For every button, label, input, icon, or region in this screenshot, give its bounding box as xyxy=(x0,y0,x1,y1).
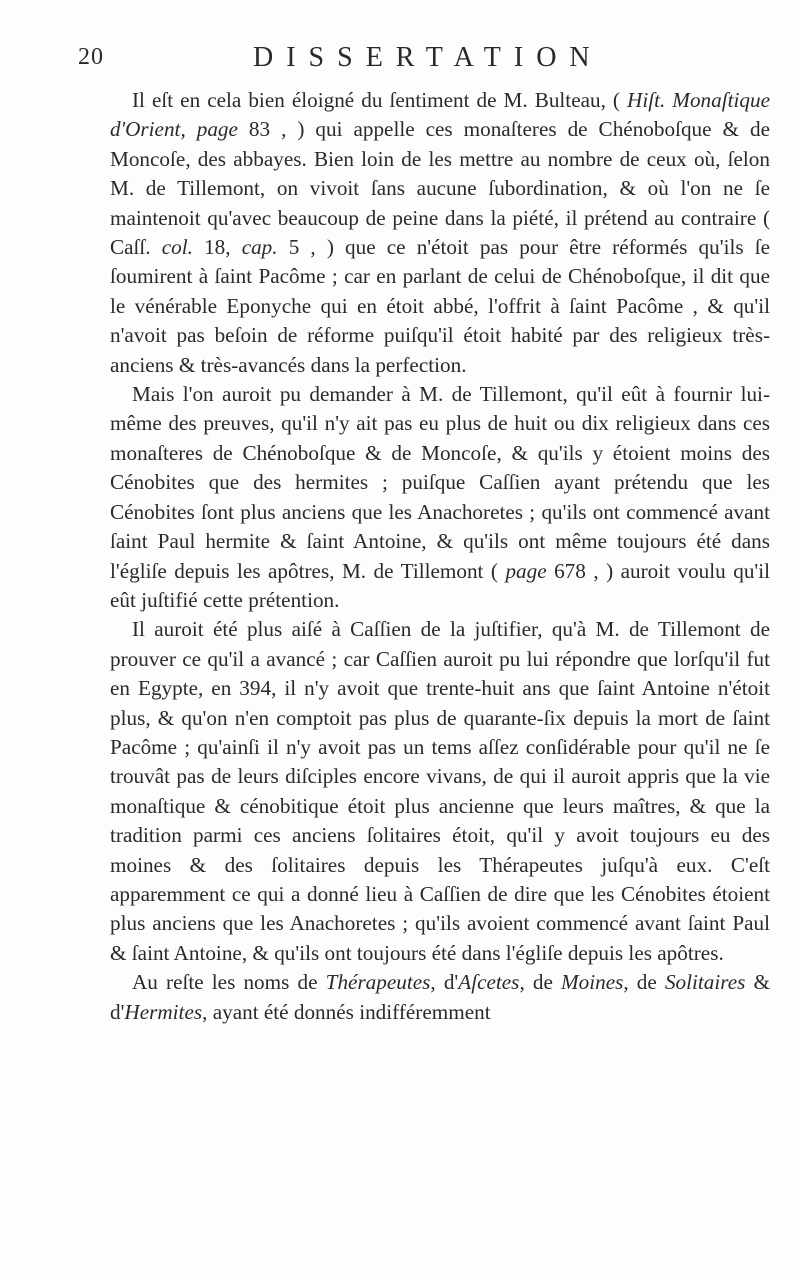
italic-text: Aſcetes xyxy=(458,970,520,995)
body-text xyxy=(110,86,770,1027)
text-run: , de xyxy=(623,970,665,995)
running-head xyxy=(78,42,768,82)
italic-text: Hermites xyxy=(124,999,203,1024)
italic-text: Solitaires xyxy=(664,970,746,995)
italic-text: Thérapeutes xyxy=(325,970,431,995)
paragraph xyxy=(110,968,770,1027)
page-number: 20 xyxy=(78,44,104,70)
text-run: 83 , ) qui appelle ces monaſteres de Chénoboſque & de Moncoſe, des abbayes. Bien loin de les mettre au nombre de ceux où, ſelon M. de Tillemont, on vivoit ſans aucune ſubordination, & où l'on ne ſe maintenoit qu'avec beaucoup de peine dans la piété, il prétend au contraire ( Caſſ. xyxy=(110,117,770,260)
text-run: , d' xyxy=(430,970,459,995)
italic-text: col. xyxy=(161,235,193,260)
text-run: , de xyxy=(519,970,561,995)
text-run: Au reſte les noms de xyxy=(132,970,326,995)
paragraph xyxy=(110,615,770,968)
text-run: Il eſt en cela bien éloigné du ſentiment de M. Bulteau, ( xyxy=(132,88,628,112)
italic-text: Hiſt. Monaſtique d'Orient, page xyxy=(110,88,770,142)
text-run: Il auroit été plus aiſé à Caſſien de la juſtifier, qu'à M. de Tillemont de prouver ce qu'il a avancé ; car Caſſien auroit pu lui répondre que lorſqu'il fut en Egypte, en 394, il n'y avoit que trente-huit ans que ſaint Antoine n'étoit plus, & qu'on n'en comptoit pas plus de quarante-ſix depuis la mort de ſaint Pacôme ; qu'ainſi il n'y avoit pas un tems aſſez conſidérable pour qu'il ne ſe trouvât pas de leurs diſciples encore vivans, de qui il auroit appris que la vie monaſtique & cénobitique étoit plus ancienne que leurs maîtres, & que la tradition parmi ces anciens ſolitaires étoit, qu'il y avoit toujours eu des moines & des ſolitaires depuis les Thérapeutes juſqu'à eux. C'eſt apparemment ce qui a donné lieu à Caſſien de dire que les Cénobites étoient plus anciens que les Anachoretes ; qu'ils avoient commencé avant ſaint Paul & ſaint Antoine, & qu'ils ont toujours été dans l'égliſe depuis les apôtres. xyxy=(110,617,770,965)
text-run: Mais l'on auroit pu demander à M. de Tillemont, qu'il eût à fournir lui-même des preuves, qu'il n'y ait pas eu plus de huit ou dix religieux dans ces monaſteres de Chénoboſque & de Moncoſe, & qu'ils y étoient moins des Cénobites que des hermites ; puiſque Caſſien ayant prétendu que les Cénobites ſont plus anciens que les Anachoretes ; qu'ils ont commencé avant ſaint Paul hermite & ſaint Antoine, & qu'ils ont même toujours été dans l'égliſe depuis les apôtres, M. de Tillemont ( xyxy=(110,382,770,583)
paragraph xyxy=(110,380,770,615)
italic-text: Moines xyxy=(561,970,624,995)
paragraph xyxy=(110,86,770,380)
text-run: , ayant été donnés indifféremment xyxy=(202,999,491,1024)
italic-text: cap. xyxy=(241,235,278,260)
text-run: 18, xyxy=(192,235,242,260)
italic-text: page xyxy=(505,558,547,583)
text-run: 5 , ) que ce n'étoit pas pour être réformés qu'ils ſe ſoumirent à ſaint Pacôme ; car en parlant de celui de Chénoboſque, il dit que le vénérable Eponyche qui en étoit abbé, l'offrit à ſaint Pacôme , & qu'il n'avoit pas beſoin de réforme puiſqu'il étoit habité par des religieux très-anciens & très-avancés dans la perfection. xyxy=(110,235,771,377)
text-run: & d' xyxy=(110,970,770,1024)
text-run: 678 , ) auroit voulu qu'il eût juſtifié cette prétention. xyxy=(110,558,770,612)
running-head-title: DISSERTATION xyxy=(253,42,603,73)
